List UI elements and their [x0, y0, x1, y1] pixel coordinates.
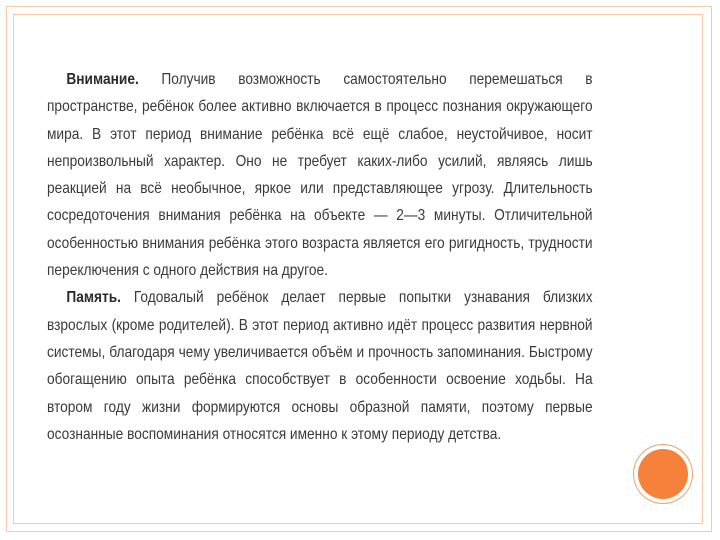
paragraph-memory: [47, 284, 593, 448]
paragraph-attention: [47, 66, 593, 284]
slide-text: [47, 66, 593, 448]
decorative-circle: [638, 449, 688, 499]
attention-text: Получив возможность самостоятельно перемешаться в пространстве, ребёнок более активно включается в процесс познания окружающего мира. В этот период внимание ребёнка всё ещё слабое, неустойчивое, носит непроизвольный характер. Оно не требует каких-либо усилий, являясь лишь реакцией на всё необычное, яркое или представляющее угрозу. Длительность сосредоточения внимания ребёнка на объекте — 2—3 минуты. Отличительной особенностью внимания ребёнка этого возраста является его ригидность, трудности переключения с одного действия на другое.: [47, 71, 593, 280]
attention-heading: Внимание.: [66, 71, 139, 88]
memory-text: Годовалый ребёнок делает первые попытки узнавания близких взрослых (кроме родителей). В этот период активно идёт процесс развития нервной системы, благодаря чему увеличивается объём и прочность запоминания. Быстрому обогащению опыта ребёнка способствует в особенности освоение ходьбы. На втором году жизни формируются основы образной памяти, поэтому первые осознанные воспоминания относятся именно к этому периоду детства.: [47, 289, 593, 443]
memory-heading: Память.: [66, 289, 121, 307]
